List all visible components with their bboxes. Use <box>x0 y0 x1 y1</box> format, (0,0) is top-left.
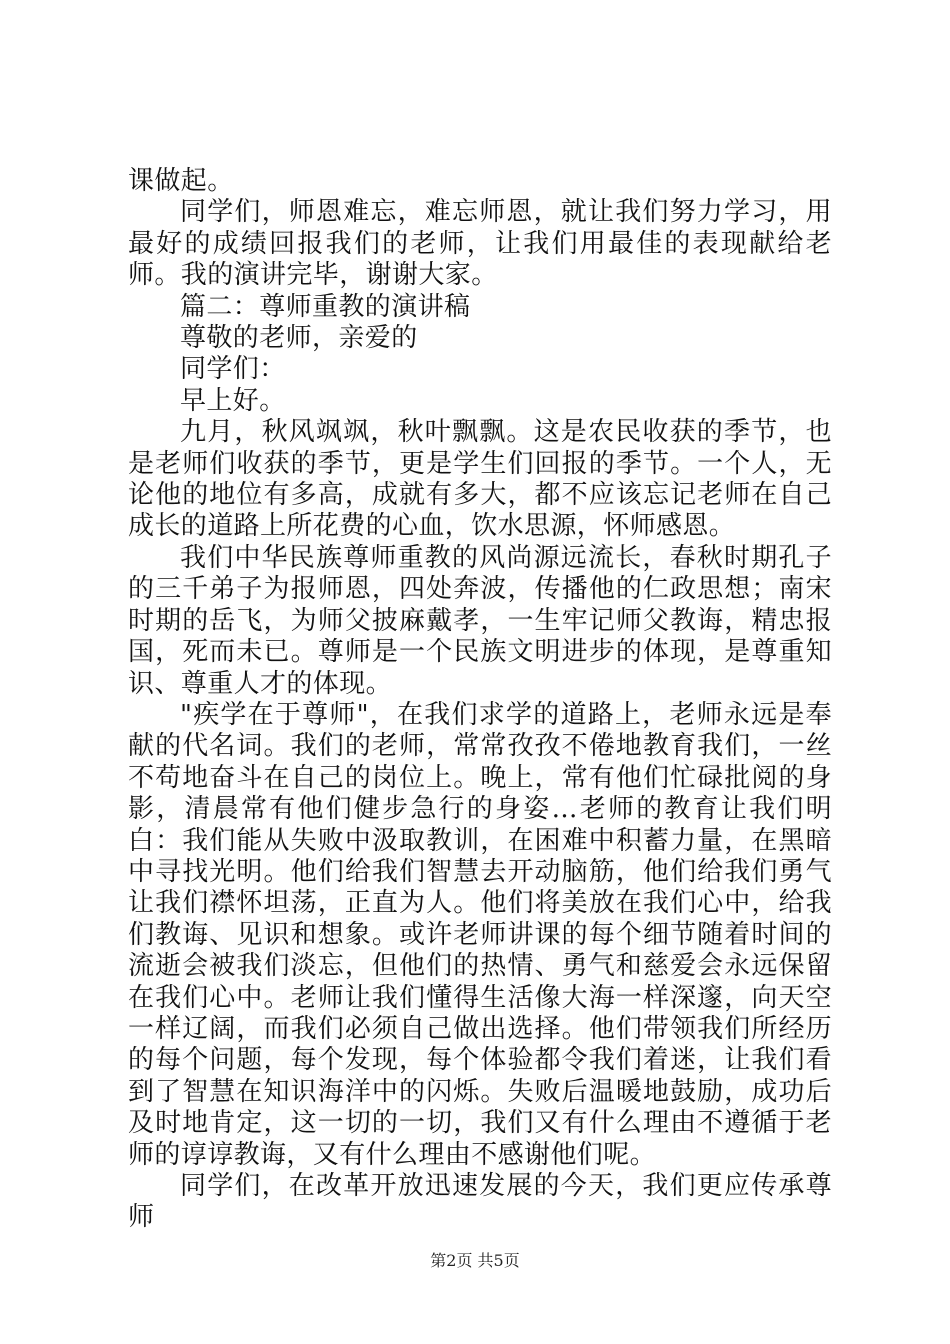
paragraph-teachers: "疾学在于尊师"，在我们求学的道路上，老师永远是奉献的代名词。我们的老师，常常孜孜不倦地教育我们，一丝不苟地奋斗在自己的岗位上。晚上，常有他们忙碌批阅的身影，清晨常有他们健步急行的身姿…老师的教育让我们明白：我们能从失败中汲取教训，在困难中积蓄力量，在黑暗中寻找光明。他们给我们智慧去开动脑筋，他们给我们勇气让我们襟怀坦荡，正直为人。他们将美放在我们心中，给我们教诲、见识和想象。或许老师讲课的每个细节随着时间的流逝会被我们淡忘，但他们的热情、勇气和慈爱会永远保留在我们心中。老师让我们懂得生活像大海一样深邃，向天空一样辽阔，而我们必须自己做出选择。他们带领我们所经历的每个问题，每个发现，每个体验都令我们着迷，让我们看到了智慧在知识海洋中的闪烁。失败后温暖地鼓励，成功后及时地肯定，这一切的一切，我们又有什么理由不遵循于老师的谆谆教诲，又有什么理由不感谢他们呢。 <box>128 699 832 1170</box>
greeting: 早上好。 <box>180 385 286 416</box>
paragraph-closing: 同学们，在改革开放迅速发展的今天，我们更应传承尊师 <box>128 1171 832 1233</box>
paragraph-autumn: 九月，秋风飒飒，秋叶飘飘。这是农民收获的季节，也是老师们收获的季节，更是学生们回报的季节。一个人，无论他的地位有多高，成就有多大，都不应该忘记老师在自己成长的道路上所花费的心血，饮水思源，怀师感恩。 <box>128 417 832 542</box>
section-heading: 篇二：尊师重教的演讲稿 <box>180 291 471 322</box>
salutation-line-2: 同学们： <box>180 354 286 385</box>
salutation-line-1: 尊敬的老师，亲爱的 <box>180 323 418 354</box>
document-body <box>128 166 832 1234</box>
paragraph-2: 同学们，师恩难忘，难忘师恩，就让我们努力学习，用最好的成绩回报我们的老师，让我们用最佳的表现献给老师。我的演讲完毕，谢谢大家。 <box>128 197 832 291</box>
paragraph-1: 课做起。 <box>128 166 234 196</box>
paragraph-tradition: 我们中华民族尊师重教的风尚源远流长，春秋时期孔子的三千弟子为报师恩，四处奔波，传播他的仁政思想；南宋时期的岳飞，为师父披麻戴孝，一生牢记师父教诲，精忠报国，死而未已。尊师是一个民族文明进步的体现，是尊重知识、尊重人才的体现。 <box>128 542 832 699</box>
page-number: 第2页 共5页 <box>430 1251 520 1270</box>
